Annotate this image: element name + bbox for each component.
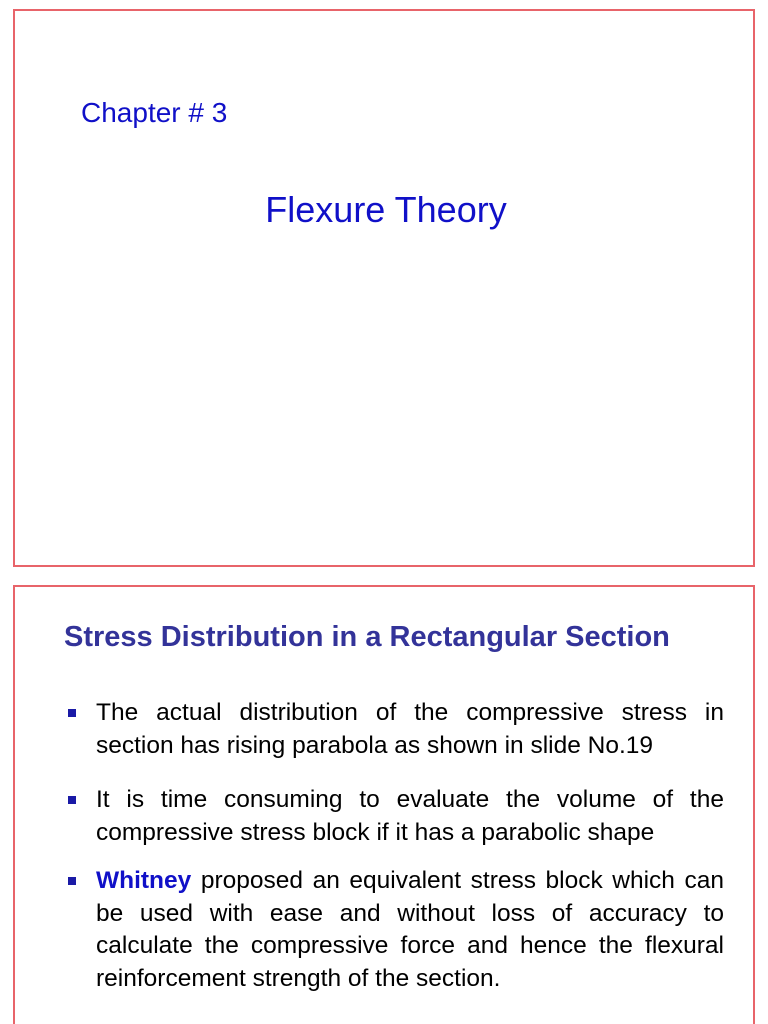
bullet-item <box>64 784 724 849</box>
slide-title <box>13 9 755 567</box>
bullet-emphasis: Whitney <box>96 867 192 894</box>
slide-content <box>13 585 755 1024</box>
bullet-text: The actual distribution of the compressive stress in section has rising parabola as shown in slide No.19 <box>96 699 724 759</box>
square-bullet-icon <box>68 796 76 804</box>
bullet-text: proposed an equivalent stress block which can be used with ease and without loss of accuracy to calculate the compressive force and hence the flexural reinforcement strength of the section. <box>96 867 724 992</box>
bullet-item <box>64 697 724 762</box>
bullet-list <box>64 697 724 1017</box>
chapter-label: Chapter # 3 <box>81 97 228 128</box>
bullet-text: It is time consuming to evaluate the volume of the compressive stress block if it has a parabolic shape <box>96 786 724 846</box>
slide-heading: Stress Distribution in a Rectangular Section <box>64 621 670 653</box>
bullet-item <box>64 865 724 995</box>
square-bullet-icon <box>68 877 76 885</box>
topic-title: Flexure Theory <box>265 189 507 230</box>
square-bullet-icon <box>68 709 76 717</box>
